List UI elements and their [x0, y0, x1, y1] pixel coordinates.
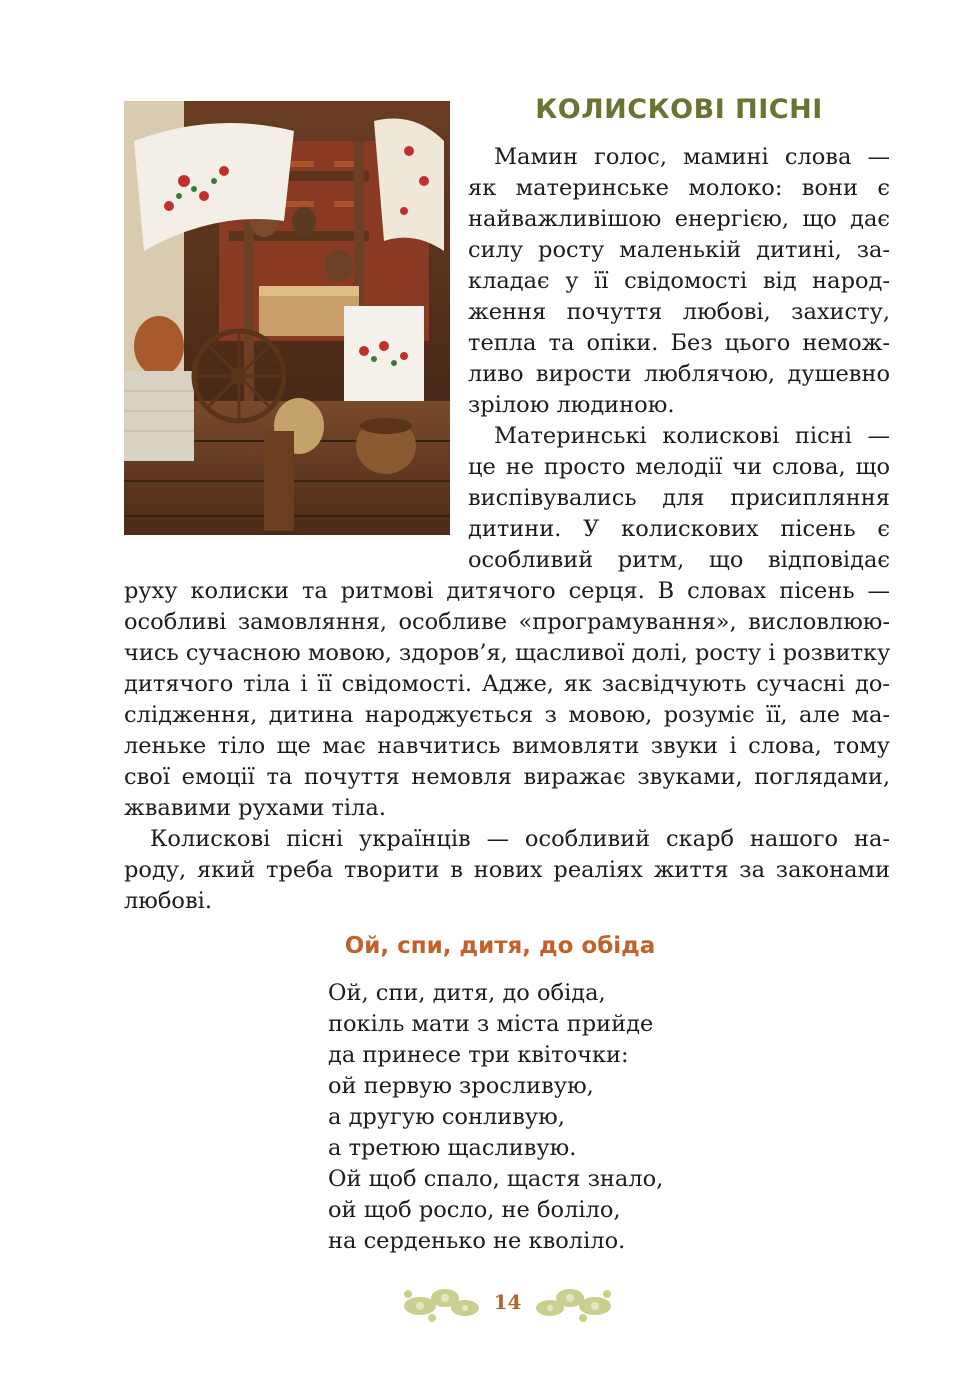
text-line: руху колиски та ритмові дитячого серця. В словах пісень —: [124, 578, 890, 604]
text-line: ливо вирости люблячою, душевно: [468, 361, 890, 387]
text-line: кладає у її свідомості від народ-: [468, 268, 890, 294]
text-line: це не просто мелодії чи слова, що: [468, 454, 890, 480]
song-verse: [328, 978, 663, 1257]
verse-line: покіль мати з міста прийде: [328, 1011, 654, 1037]
verse-line: Ой, спи, дитя, до обіда,: [328, 980, 606, 1006]
text-line: леньке тіло ще має навчитись вимовляти звуки і слова, тому: [124, 733, 890, 759]
song-title: Ой, спи, дитя, до обіда: [344, 933, 656, 959]
text-line: Мамин голос, мамині слова —: [494, 144, 890, 170]
verse-line: на серденько не кволіло.: [328, 1228, 626, 1254]
text-line: Материнські колискові пісні —: [494, 423, 890, 449]
text-line: Колискові пісні українців — особливий скарб нашого на-: [150, 826, 890, 852]
verse-line: а другую сонливую,: [328, 1104, 565, 1130]
verse-line: Ой щоб спало, щастя знало,: [328, 1166, 664, 1192]
text-line: як материнське молоко: вони є: [468, 175, 890, 201]
text-line: зрілою людиною.: [468, 392, 675, 418]
text-line: чись сучасною мовою, здоров’я, щасливої долі, росту і розвитку: [124, 640, 891, 666]
text-line: найважливішою енергією, що дає: [468, 206, 890, 232]
interior-photo: [124, 101, 450, 535]
text-line: любові.: [124, 888, 212, 914]
text-line: тепла та опіки. Без цього немож-: [468, 330, 890, 356]
page-number: 14: [493, 1290, 522, 1314]
text-line: ження почуття любові, захисту,: [468, 299, 890, 325]
text-line: дитячого тіла і її свідомості. Адже, як засвідчують сучасні до-: [124, 671, 890, 697]
paragraph-3: [124, 824, 890, 917]
text-line: силу росту маленькій дитині, за-: [468, 237, 890, 263]
paragraph-2-wide: [124, 576, 890, 824]
text-line: жвавими рухами тіла.: [124, 795, 386, 821]
text-line: роду, який треба творити в нових реаліях життя за законами: [124, 857, 890, 883]
verse-line: а третюю щасливую.: [328, 1135, 577, 1161]
text-line: особливий ритм, що відповідає: [468, 547, 890, 573]
text-line: дитини. У колискових пісень є: [468, 516, 890, 542]
text-line: слідження, дитина народжується з мовою, розуміє її, але ма-: [124, 702, 890, 728]
verse-line: ой щоб росло, не боліло,: [328, 1197, 621, 1223]
verse-line: ой первую зросливую,: [328, 1073, 594, 1099]
verse-line: да принесе три квіточки:: [328, 1042, 629, 1068]
paragraph-2-narrow: [468, 421, 890, 576]
section-title: КОЛИСКОВІ ПІСНІ: [535, 94, 823, 125]
page-footer: [400, 1278, 615, 1328]
text-line: свої емоції та почуття немовля виражає звуками, поглядами,: [124, 764, 890, 790]
paragraph-1: [468, 142, 890, 421]
text-line: особливі замовляння, особливе «програмування», висловлюю-: [124, 609, 890, 635]
text-line: виспівувались для присипляння: [468, 485, 890, 511]
